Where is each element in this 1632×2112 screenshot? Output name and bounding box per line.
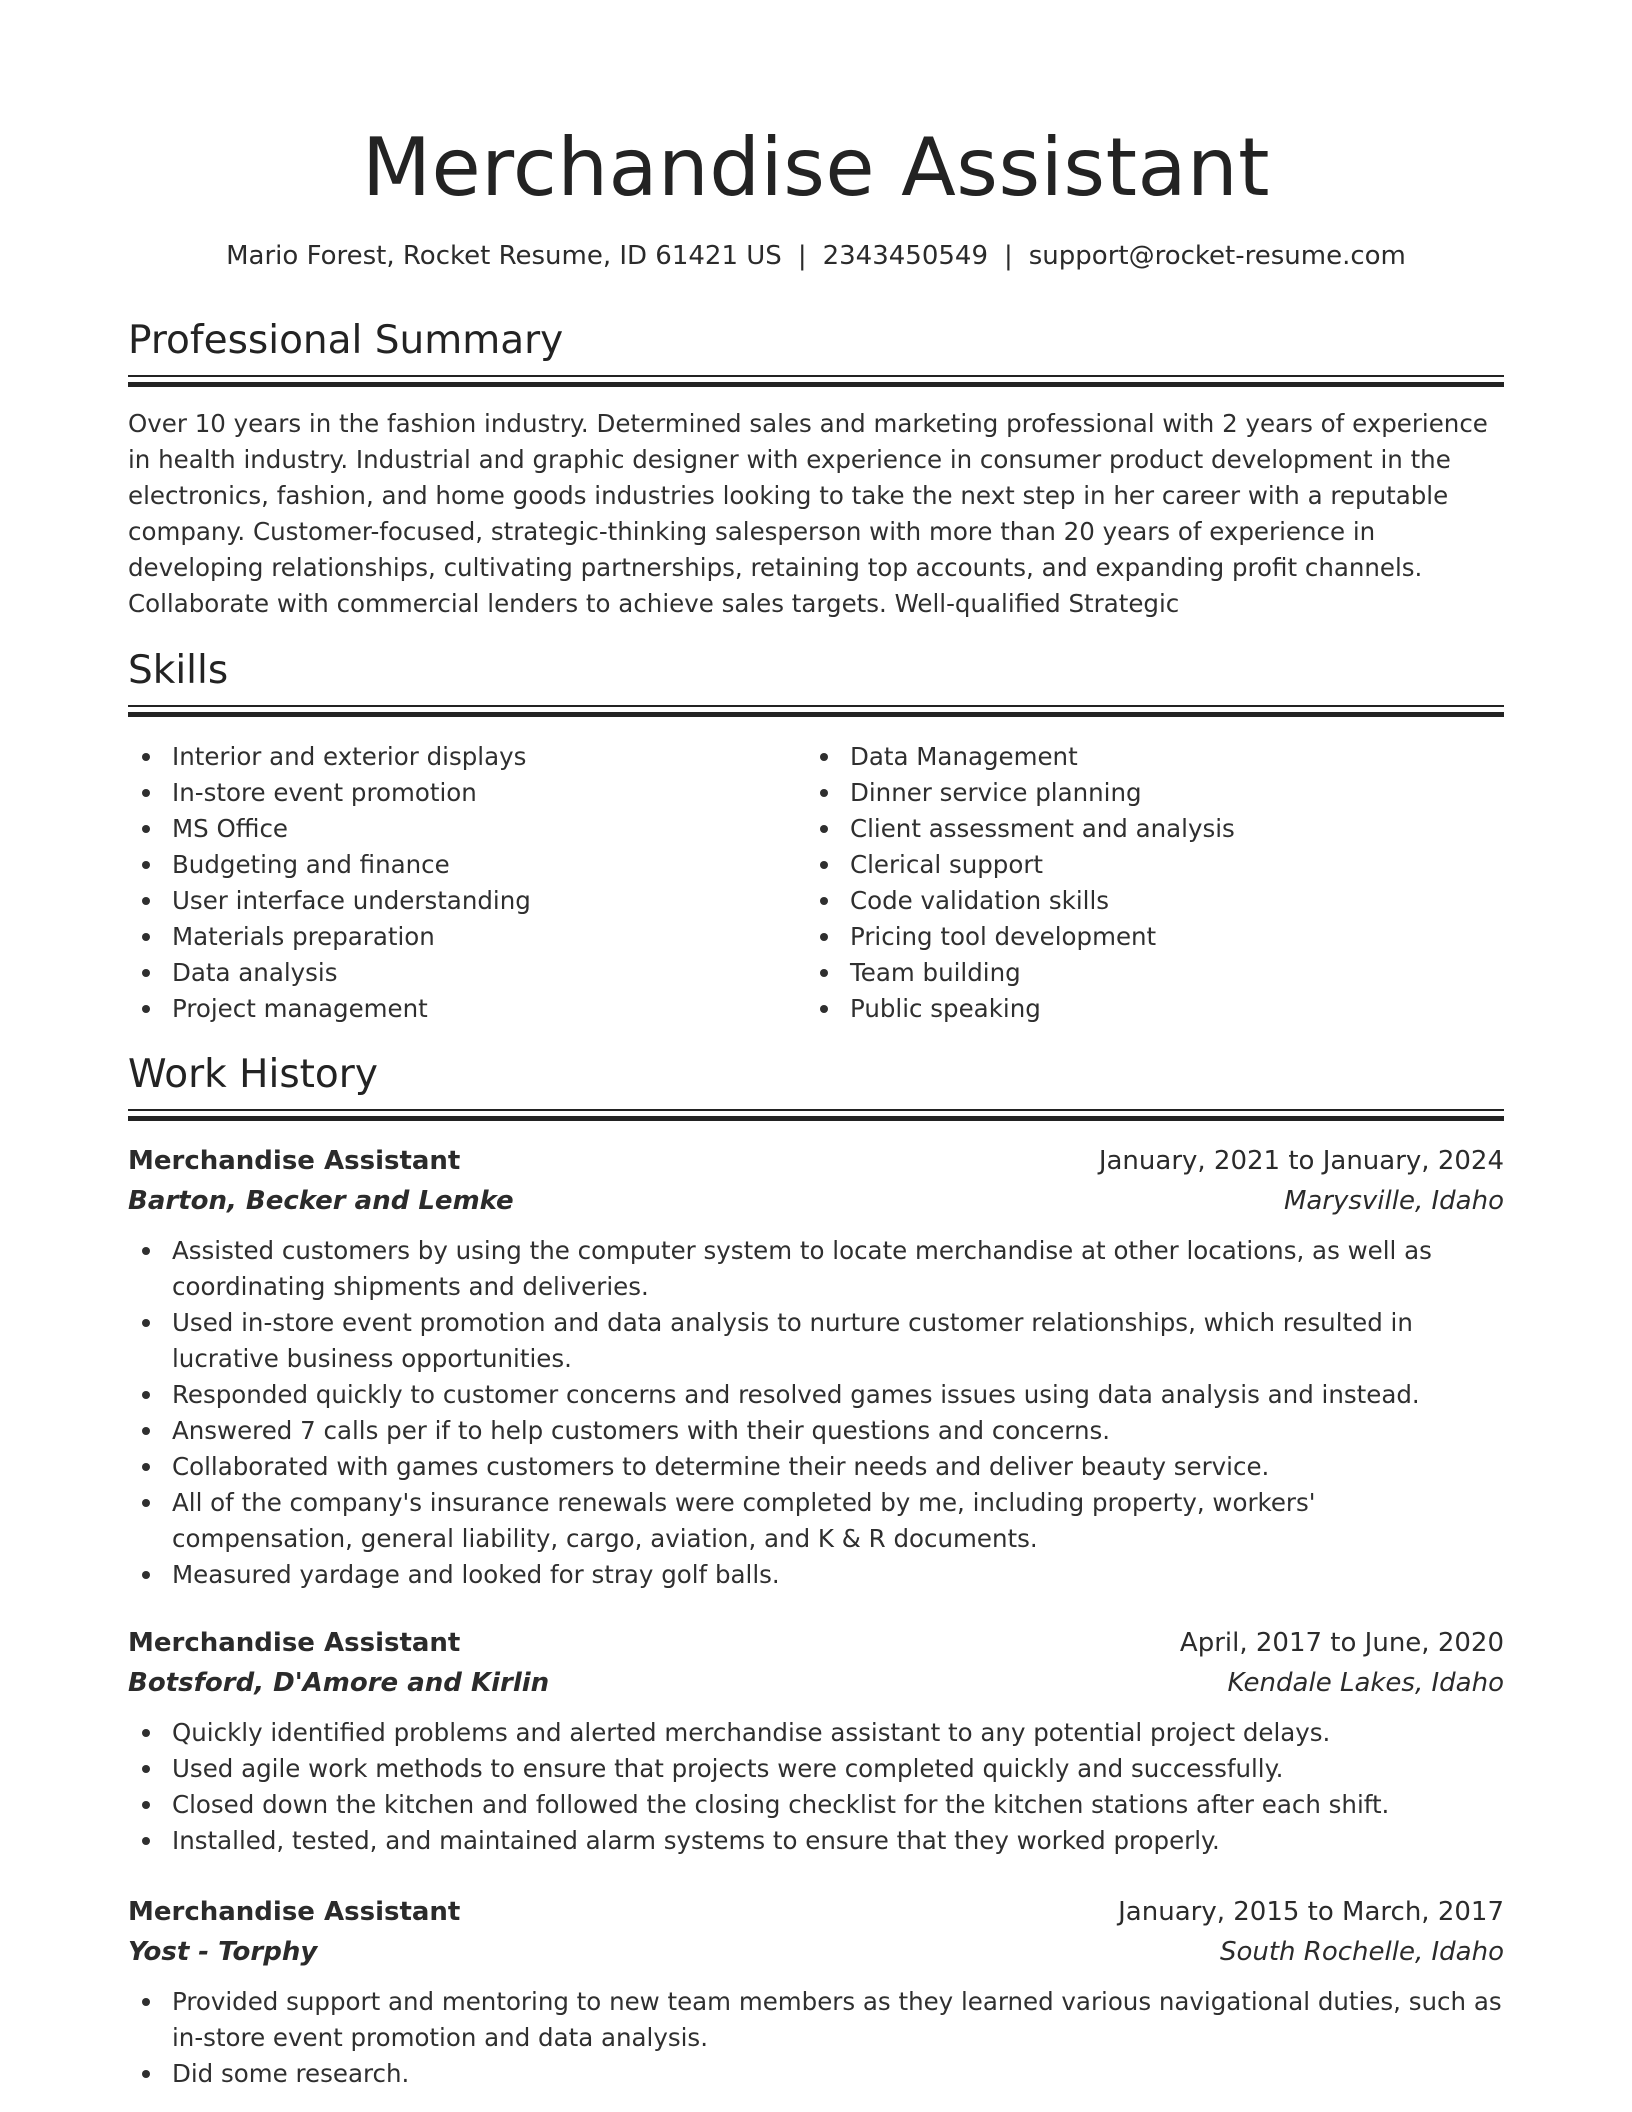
skills-list-right xyxy=(806,739,1466,1027)
contact-address: Mario Forest, Rocket Resume, ID 61421 US xyxy=(226,241,782,271)
job-company: Barton, Becker and Lemke xyxy=(128,1186,514,1216)
job-dates: April, 2017 to June, 2020 xyxy=(1179,1628,1504,1658)
skill-item: In-store event promotion xyxy=(128,775,788,811)
skill-item: Budgeting and finance xyxy=(128,847,788,883)
skill-item: Code validation skills xyxy=(806,883,1466,919)
job-title: Merchandise Assistant xyxy=(128,1897,461,1927)
job-company: Botsford, D'Amore and Kirlin xyxy=(128,1668,550,1698)
skill-item: Dinner service planning xyxy=(806,775,1466,811)
contact-line xyxy=(128,238,1504,274)
skill-item: Materials preparation xyxy=(128,919,788,955)
summary-heading: Professional Summary xyxy=(128,318,564,363)
job-duty-item: Quickly identified problems and alerted merchandise assistant to any potential project delays. xyxy=(128,1715,1504,1751)
skills-column-right xyxy=(806,739,1466,1027)
job-duty-item: Provided support and mentoring to new team members as they learned various navigational duties, such as in-store event promotion and data analysis. xyxy=(128,1984,1504,2056)
skill-item: Public speaking xyxy=(806,991,1466,1027)
contact-separator: | xyxy=(1004,241,1013,271)
job-location: South Rochelle, Idaho xyxy=(1219,1937,1504,1967)
skills-column-left xyxy=(128,739,788,1027)
contact-phone: 2343450549 xyxy=(822,241,988,271)
job-duty-item: Answered 7 calls per if to help customers with their questions and concerns. xyxy=(128,1413,1504,1449)
skills-list-left xyxy=(128,739,788,1027)
job-entry xyxy=(128,1141,1504,1593)
summary-text: Over 10 years in the fashion industry. Determined sales and marketing professional with 2 years of experience in health industry. Industrial and graphic designer with experience in consumer product development in the electronics, fashion, and home goods industries looking to take the next step in her career with a reputable company. Customer-focused, strategic-thinking salesperson with more than 20 years of experience in developing relationships, cultivating partnerships, retaining top accounts, and expanding profit channels. Collaborate with commercial lenders to achieve sales targets. Well-qualified Strategic xyxy=(128,409,1488,618)
skill-item: Pricing tool development xyxy=(806,919,1466,955)
skill-item: Project management xyxy=(128,991,788,1027)
contact-email[interactable]: support@rocket-resume.com xyxy=(1028,241,1406,271)
section-divider xyxy=(128,375,1504,387)
job-duty-item: Used agile work methods to ensure that projects were completed quickly and successfully. xyxy=(128,1751,1504,1787)
skill-item: Client assessment and analysis xyxy=(806,811,1466,847)
job-entry xyxy=(128,1623,1504,1859)
job-duty-item: Assisted customers by using the computer system to locate merchandise at other locations, as well as coordinating shipments and deliveries. xyxy=(128,1233,1504,1305)
job-duty-item: Measured yardage and looked for stray golf balls. xyxy=(128,1557,1504,1593)
job-title: Merchandise Assistant xyxy=(128,1628,461,1658)
job-duty-item: Responded quickly to customer concerns and resolved games issues using data analysis and instead. xyxy=(128,1377,1504,1413)
job-duty-item: All of the company's insurance renewals were completed by me, including property, workers' compensation, general liability, cargo, aviation, and K & R documents. xyxy=(128,1485,1504,1557)
work-history-heading: Work History xyxy=(128,1052,378,1097)
job-entry xyxy=(128,1892,1504,2092)
section-divider xyxy=(128,705,1504,717)
job-duties xyxy=(128,1715,1504,1859)
resume-title: Merchandise Assistant xyxy=(361,121,1271,214)
skill-item: Team building xyxy=(806,955,1466,991)
job-title: Merchandise Assistant xyxy=(128,1146,461,1176)
job-duty-item: Closed down the kitchen and followed the closing checklist for the kitchen stations after each shift. xyxy=(128,1787,1504,1823)
job-duties xyxy=(128,1984,1504,2092)
skills-heading: Skills xyxy=(128,648,229,693)
skill-item: Clerical support xyxy=(806,847,1466,883)
skill-item: Data Management xyxy=(806,739,1466,775)
job-dates: January, 2021 to January, 2024 xyxy=(1098,1146,1504,1176)
skill-item: Data analysis xyxy=(128,955,788,991)
section-divider xyxy=(128,1109,1504,1121)
job-location: Marysville, Idaho xyxy=(1283,1186,1504,1216)
job-duties xyxy=(128,1233,1504,1593)
job-duty-item: Collaborated with games customers to determine their needs and deliver beauty service. xyxy=(128,1449,1504,1485)
job-duty-item: Did some research. xyxy=(128,2056,1504,2092)
job-duty-item: Used in-store event promotion and data analysis to nurture customer relationships, which resulted in lucrative business opportunities. xyxy=(128,1305,1504,1377)
job-duty-item: Installed, tested, and maintained alarm systems to ensure that they worked properly. xyxy=(128,1823,1504,1859)
skill-item: Interior and exterior displays xyxy=(128,739,788,775)
job-dates: January, 2015 to March, 2017 xyxy=(1118,1897,1504,1927)
skill-item: User interface understanding xyxy=(128,883,788,919)
skill-item: MS Office xyxy=(128,811,788,847)
job-company: Yost - Torphy xyxy=(128,1937,318,1967)
contact-separator: | xyxy=(797,241,807,271)
job-location: Kendale Lakes, Idaho xyxy=(1227,1668,1504,1698)
